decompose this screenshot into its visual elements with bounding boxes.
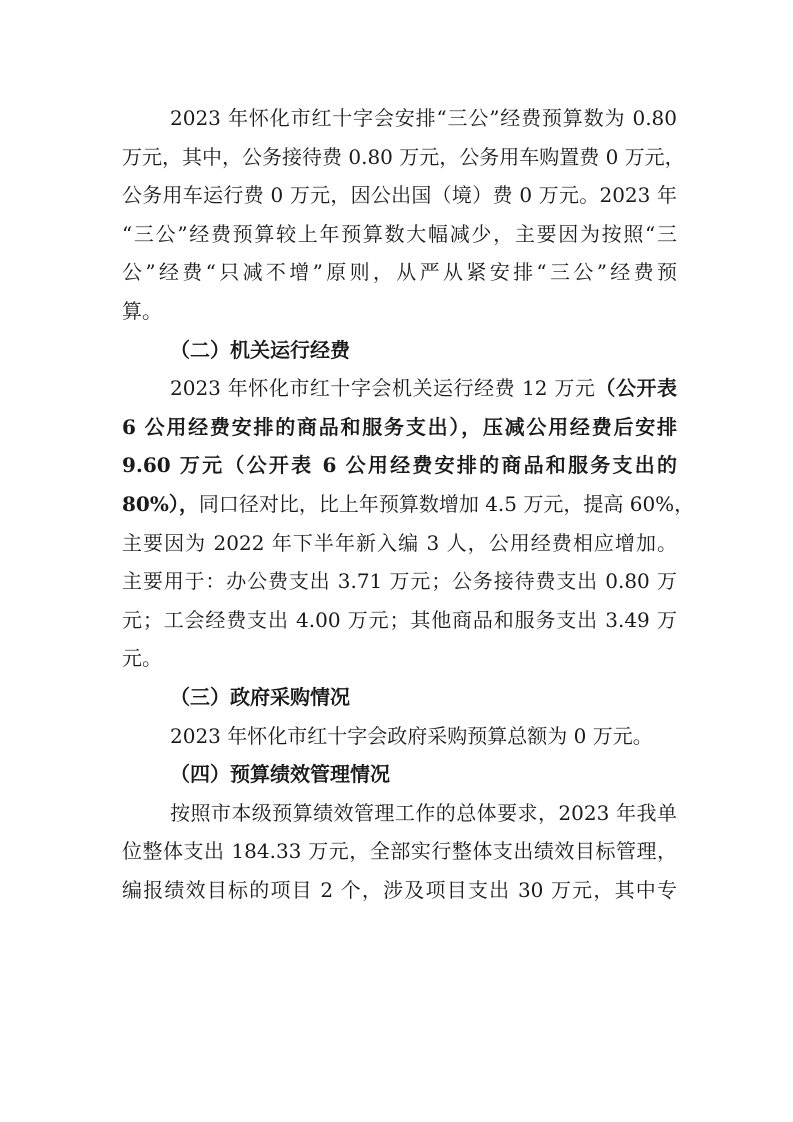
paragraph-3-line-1: 2023 年怀化市红十字会政府采购预算总额为 0 万元。 [170,723,653,748]
paragraph-2-line-4 [122,485,695,524]
paragraph-2-line-6: 主要用于：办公费支出 3.71 万元；公务接待费支出 0.80 万 [122,569,677,594]
section-heading-2: （二）机关运行经费 [170,337,350,362]
paragraph-2-line-2: 6 公用经费安排的商品和服务支出），压减公用经费后安排 [122,414,677,439]
paragraph-2-line-7: 元；工会经费支出 4.00 万元；其他商品和服务支出 3.49 万 [122,607,677,632]
paragraph-1-line-2: 万元，其中，公务接待费 0.80 万元，公务用车购置费 0 万元， [122,144,685,169]
paragraph-4-line-2: 位整体支出 184.33 万元，全部实行整体支出绩效目标管理， [122,839,677,864]
paragraph-1-line-6: 算。 [122,298,162,323]
paragraph-4-line-1: 按照市本级预算绩效管理工作的总体要求，2023 年我单 [170,800,677,825]
paragraph-2-line-3: 9.60 万元（公开表 6 公用经费安排的商品和服务支出的 [122,453,677,478]
paragraph-2-line-1-normal: 2023 年怀化市红十字会机关运行经费 12 万元 [170,376,596,401]
document-page [122,99,695,909]
paragraph-1-line-4: “三公”经费预算较上年预算数大幅减少，主要因为按照“三 [122,221,677,246]
paragraph-4-line-3: 编报绩效目标的项目 2 个，涉及项目支出 30 万元，其中专 [122,877,677,902]
paragraph-2-line-1 [122,369,677,408]
paragraph-1-line-5: 公”经费“只减不增”原则，从严从紧安排“三公”经费预 [122,260,677,285]
paragraph-2-line-4-bold: 80%）， [122,491,199,516]
paragraph-2-line-8: 元。 [122,646,162,671]
paragraph-1-line-3: 公务用车运行费 0 万元，因公出国（境）费 0 万元。2023 年 [122,183,677,208]
paragraph-2-line-4-normal: 同口径对比，比上年预算数增加 4.5 万元，提高 60%， [198,491,695,516]
section-heading-3: （三）政府采购情况 [170,684,350,709]
paragraph-1-line-1: 2023 年怀化市红十字会安排“三公”经费预算数为 0.80 [170,106,677,130]
paragraph-2-line-5: 主要因为 2022 年下半年新入编 3 人，公用经费相应增加。 [122,530,677,555]
section-heading-4: （四）预算绩效管理情况 [170,762,390,787]
paragraph-2-line-1-bold: （公开表 [595,376,678,401]
